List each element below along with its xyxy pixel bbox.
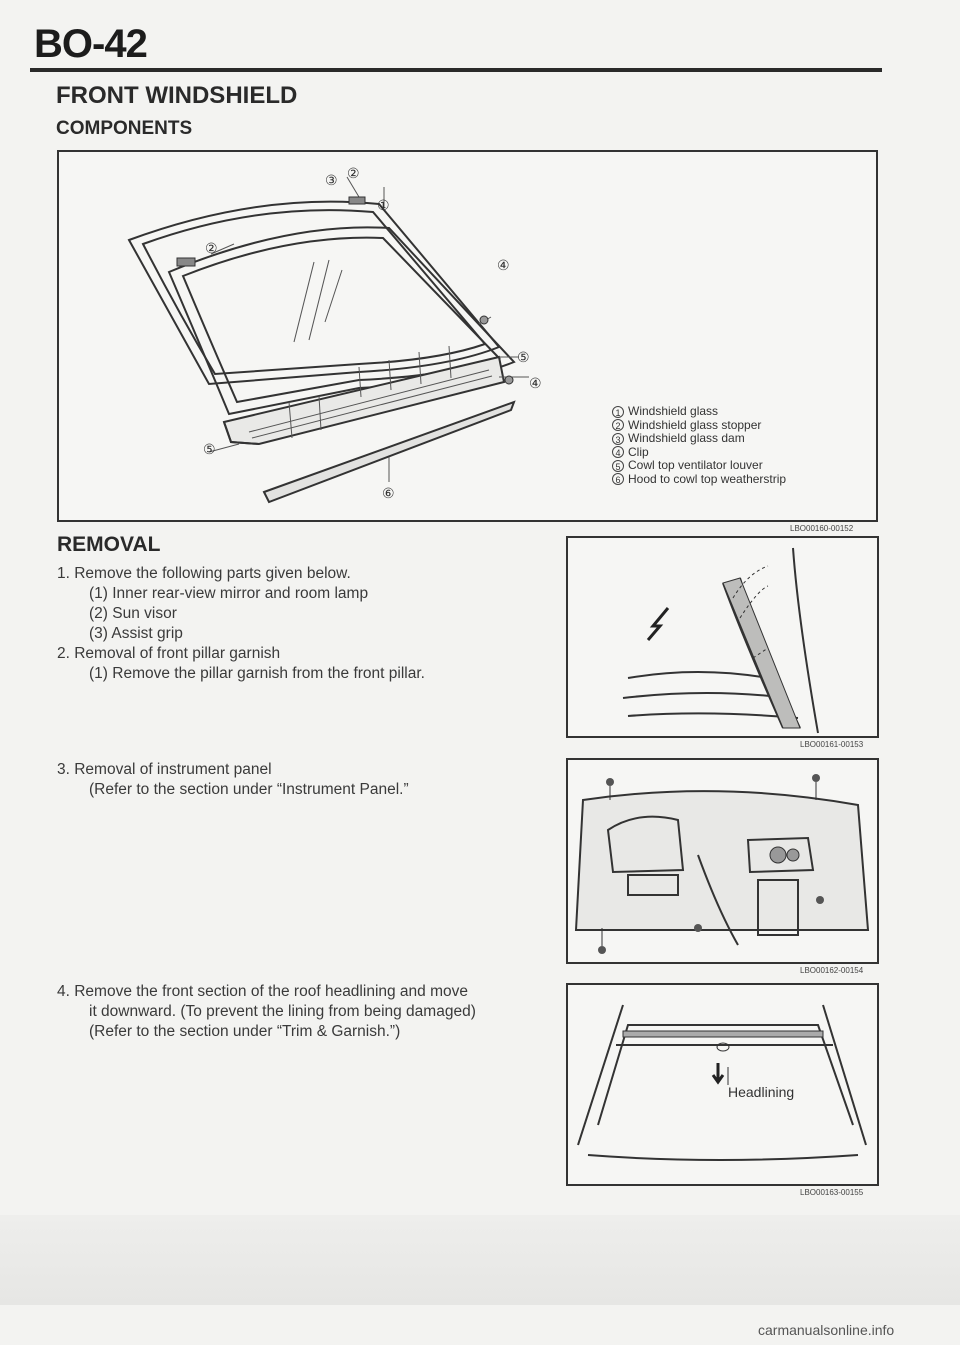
- legend-label: Windshield glass stopper: [628, 417, 762, 432]
- legend-label: Cowl top ventilator louver: [628, 458, 763, 472]
- step-1-3: (3) Assist grip: [89, 625, 183, 642]
- legend-number: 2: [612, 419, 624, 431]
- figure-code: LBO00163-00155: [800, 1188, 864, 1197]
- legend-item: [612, 419, 786, 433]
- legend-label: Windshield glass: [628, 404, 719, 418]
- callout-6: ⑥: [382, 485, 395, 501]
- step-1: 1. Remove the following parts given below.: [57, 565, 351, 582]
- step-1-2: (2) Sun visor: [89, 605, 177, 622]
- headlining-figure: [566, 983, 879, 1186]
- page-code: BO-42: [34, 22, 147, 66]
- instrument-panel-figure: [566, 758, 879, 964]
- legend-number: 1: [612, 406, 624, 418]
- callout-3: ③: [325, 172, 338, 188]
- legend-item: [612, 446, 786, 460]
- footer-shade: [0, 1215, 960, 1305]
- step-3: 3. Removal of instrument panel: [57, 761, 272, 778]
- pillar-garnish-figure: [566, 536, 879, 738]
- callout-5a: ⑤: [517, 349, 530, 365]
- callout-2b: ②: [205, 240, 218, 256]
- legend-label: Hood to cowl top weatherstrip: [628, 471, 787, 486]
- legend-label: Windshield glass dam: [628, 431, 745, 445]
- header-rule: [30, 68, 882, 72]
- step-3-ref: (Refer to the section under “Instrument Panel.”: [89, 781, 409, 798]
- step-4-ref: (Refer to the section under “Trim & Garnish.”): [89, 1023, 401, 1040]
- pillar-garnish-drawing: [568, 538, 877, 736]
- callout-4b: ④: [529, 375, 542, 391]
- components-legend: [612, 405, 786, 486]
- callout-4a: ④: [497, 257, 510, 273]
- headlining-label: Headlining: [728, 1084, 795, 1100]
- callout-5b: ⑤: [203, 441, 216, 457]
- callout-2a: ②: [347, 165, 360, 181]
- step-4-cont: it downward. (To prevent the lining from being damaged): [89, 1003, 476, 1020]
- legend-number: 4: [612, 446, 624, 458]
- section-title: FRONT WINDSHIELD: [56, 82, 298, 109]
- legend-item: [612, 405, 786, 419]
- legend-label: Clip: [628, 444, 649, 459]
- figure-code: LBO00162-00154: [800, 966, 864, 975]
- step-1-1: (1) Inner rear-view mirror and room lamp: [89, 585, 369, 602]
- callout-1: ①: [377, 197, 390, 213]
- figure-code: LBO00160-00152: [790, 524, 854, 533]
- figure-code: LBO00161-00153: [800, 740, 864, 749]
- legend-item: [612, 432, 786, 446]
- instrument-panel-drawing: [568, 760, 877, 962]
- components-title: COMPONENTS: [56, 118, 193, 139]
- step-2-1: (1) Remove the pillar garnish from the front pillar.: [89, 665, 425, 682]
- legend-number: 3: [612, 433, 624, 445]
- legend-number: 5: [612, 460, 624, 472]
- watermark[interactable]: carmanualsonline.info: [758, 1322, 895, 1338]
- legend-item: [612, 473, 786, 487]
- headlining-drawing: [568, 985, 877, 1184]
- step-4: 4. Remove the front section of the roof headlining and move: [57, 983, 468, 1000]
- legend-item: [612, 459, 786, 473]
- removal-title: REMOVAL: [57, 533, 161, 556]
- legend-number: 6: [612, 473, 624, 485]
- step-2: 2. Removal of front pillar garnish: [57, 645, 281, 662]
